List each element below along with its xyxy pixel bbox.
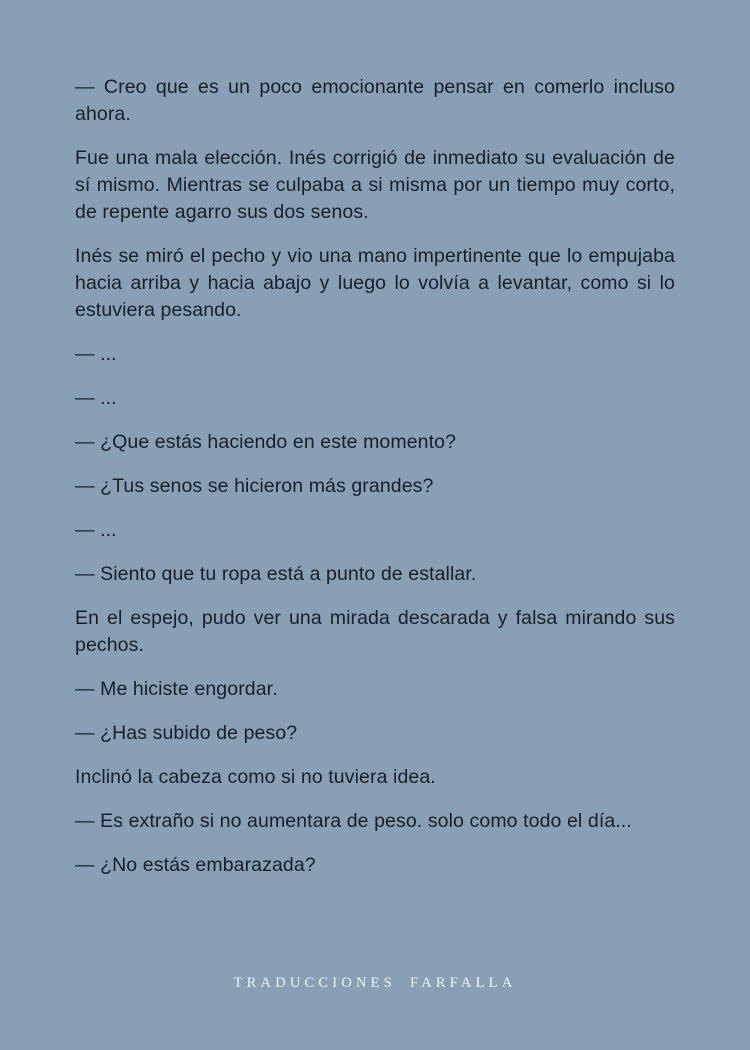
paragraph-14: — Es extraño si no aumentara de peso. solo como todo el día... [75, 810, 632, 832]
paragraph-3: Inés se miró el pecho y vio una mano impertinente que lo empujaba hacia arriba y hacia abajo y luego lo volvía a levantar, como si lo estuviera pesando. [75, 245, 675, 321]
paragraph-5: — ... [75, 387, 117, 409]
footer-credit [0, 975, 750, 992]
paragraph-13: Inclinó la cabeza como si no tuviera idea. [75, 766, 436, 788]
paragraph-12: — ¿Has subido de peso? [75, 722, 298, 744]
paragraph-7: — ¿Tus senos se hicieron más grandes? [75, 475, 434, 497]
paragraph-9: — Siento que tu ropa está a punto de estallar. [75, 563, 477, 585]
paragraph-2: Fue una mala elección. Inés corrigió de inmediato su evaluación de sí mismo. Mientras se culpaba a si misma por un tiempo muy corto, de repente agarro sus dos senos. [75, 147, 675, 223]
paragraph-6: — ¿Que estás haciendo en este momento? [75, 431, 457, 453]
paragraph-8: — ... [75, 519, 117, 541]
footer-word-2: FARFALLA [410, 975, 517, 991]
paragraph-10: En el espejo, pudo ver una mirada descarada y falsa mirando sus pechos. [75, 607, 675, 656]
paragraph-11: — Me hiciste engordar. [75, 678, 278, 700]
footer-word-1: TRADUCCIONES [233, 975, 396, 991]
page-body [75, 74, 675, 896]
paragraph-1: — Creo que es un poco emocionante pensar en comerlo incluso ahora. [75, 76, 675, 125]
paragraph-4: — ... [75, 343, 117, 365]
paragraph-15: — ¿No estás embarazada? [75, 854, 316, 876]
